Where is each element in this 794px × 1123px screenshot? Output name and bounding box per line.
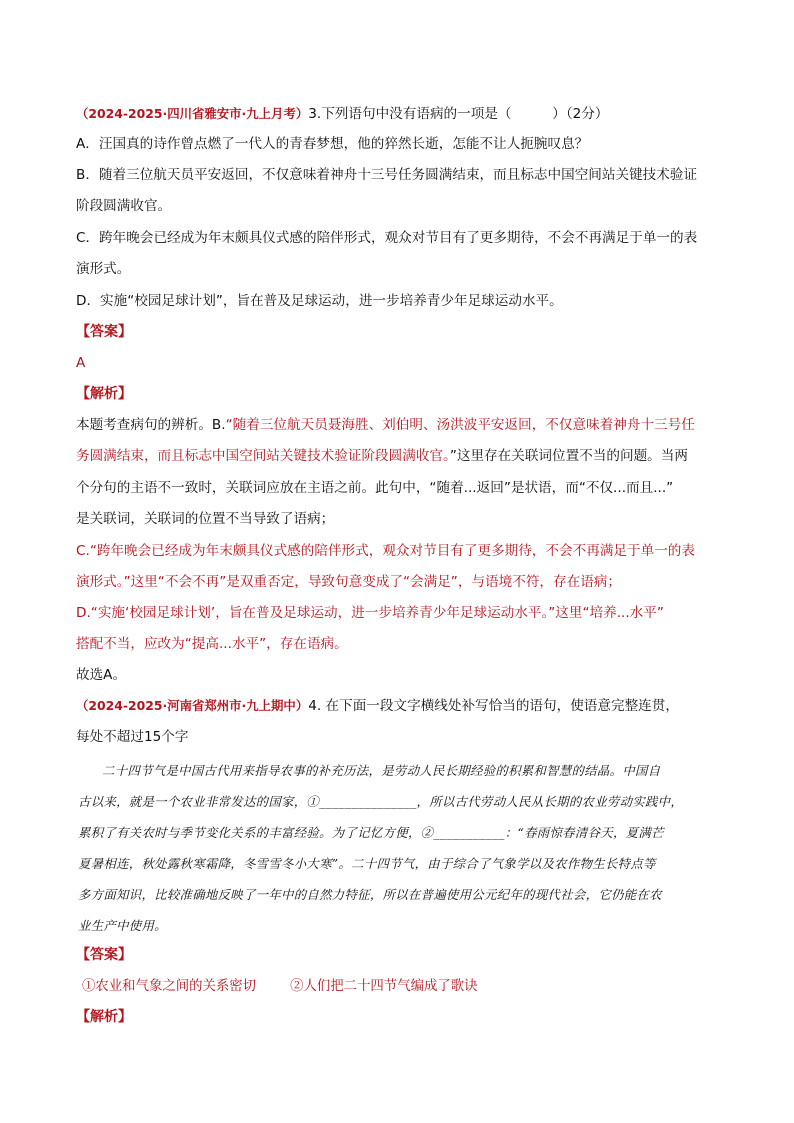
q3-source: （2024-2025·四川省雅安市·九上月考） (76, 106, 309, 121)
q3-stem: 3.下列语句中没有语病的一项是（ ）（2分） (308, 106, 609, 122)
q3-conclusion: 故选A。 (76, 667, 127, 683)
q4-passage-line6: 业生产中使用。 (78, 918, 167, 933)
q3-analysis-line8: 搭配不当，应改为“提高...水平”，存在语病。 (76, 636, 348, 652)
q4-answer-1: ①农业和气象之间的关系密切 (82, 979, 257, 994)
q4-header (76, 696, 726, 716)
q4-answers (82, 976, 732, 997)
q3-analysis-quote: “随着三位航天员聂海胜、刘伯明、汤洪波平安返回，不仅意味着神舟十三号任 (225, 417, 695, 433)
q4-analysis-tag: 【解析】 (76, 1009, 132, 1025)
q3-analysis-line2 (76, 446, 726, 466)
q4-passage-line5: 多方面知识，比较准确地反映了一年中的自然力特征，所以在普遍使用公元纪年的现代社会，它仍能在农 (78, 887, 662, 902)
q3-analysis-quote-cont: 务圆满结束，而且标志中国空间站关键技术验证阶段圆满收官。 (76, 448, 450, 464)
q3-option-b-line2: 阶段圆满收官。 (76, 198, 172, 214)
q3-analysis-line7: D.“实施‘校园足球计划’，旨在普及足球运动，进一步培养青少年足球运动水平。”这里“培养...水平” (76, 605, 664, 621)
q3-analysis-line4: 是关联词，关联词的位置不当导致了语病； (76, 511, 335, 527)
q4-stem: 4. 在下面一段文字横线处补写恰当的语句，使语意完整连贯， (308, 698, 679, 714)
q4-passage-line3: 累积了有关农时与季节变化关系的丰富经验。为了记忆方便，②___________：“春雨惊春清谷天，夏满芒 (78, 825, 664, 840)
q4-passage-line4: 夏暑相连，秋处露秋寒霜降，冬雪雪冬小大寒”。二十四节气，由于综合了气象学以及农作物生长特点等 (78, 856, 656, 871)
q4-answer-tag: 【答案】 (76, 947, 132, 963)
q3-option-c-line2: 演形式。 (76, 261, 131, 277)
q3-analysis-tag: 【解析】 (76, 386, 132, 402)
q3-analysis-line3: 个分句的主语不一致时，关联词应放在主语之前。此句中，“随着...返回”是状语，而“不仅...而且...” (76, 480, 674, 496)
q3-analysis-line5: C.“跨年晚会已经成为年末颇具仪式感的陪伴形式，观众对节目有了更多期待，不会不再满足于单一的表 (76, 543, 695, 559)
q4-passage-line2: 古以来，就是一个农业非常发达的国家，①_______________，所以古代劳动人民从长期的农业劳动实践中， (78, 794, 684, 809)
q3-answer-tag: 【答案】 (76, 324, 132, 340)
q3-analysis-line1 (76, 415, 726, 435)
q4-stem-line2: 每处不超过15个字 (76, 729, 189, 745)
q3-answer: A (76, 355, 86, 371)
q4-source: （2024-2025·河南省郑州市·九上期中） (76, 698, 309, 713)
q3-analysis-text: 本题考查病句的辨析。B. (76, 417, 226, 433)
q3-option-d: D．实施“校园足球计划”，旨在普及足球运动，进一步培养青少年足球运动水平。 (76, 293, 563, 309)
q3-header (76, 104, 726, 124)
q3-option-b-line1: B．随着三位航天员平安返回，不仅意味着神舟十三号任务圆满结束，而且标志中国空间站关键技术验证 (76, 167, 698, 183)
q4-passage-line1: 二十四节气是中国古代用来指导农事的补充历法，是劳动人民长期经验的积累和智慧的结晶。中国自 (102, 763, 661, 778)
q3-analysis-line6: 演形式。”这里“不会不再”是双重否定，导致句意变成了“会满足”，与语境不符，存在语病； (76, 574, 621, 590)
q3-option-c-line1: C．跨年晚会已经成为年末颇具仪式感的陪伴形式，观众对节目有了更多期待，不会不再满足于单一的表 (76, 230, 698, 246)
q4-answer-2: ②人们把二十四节气编成了歌诀 (290, 979, 478, 994)
q3-analysis-text-cont: ”这里存在关联词位置不当的问题。当两 (449, 448, 688, 464)
q3-option-a: A．汪国真的诗作曾点燃了一代人的青春梦想，他的猝然长逝，怎能不让人扼腕叹息？ (76, 136, 589, 152)
